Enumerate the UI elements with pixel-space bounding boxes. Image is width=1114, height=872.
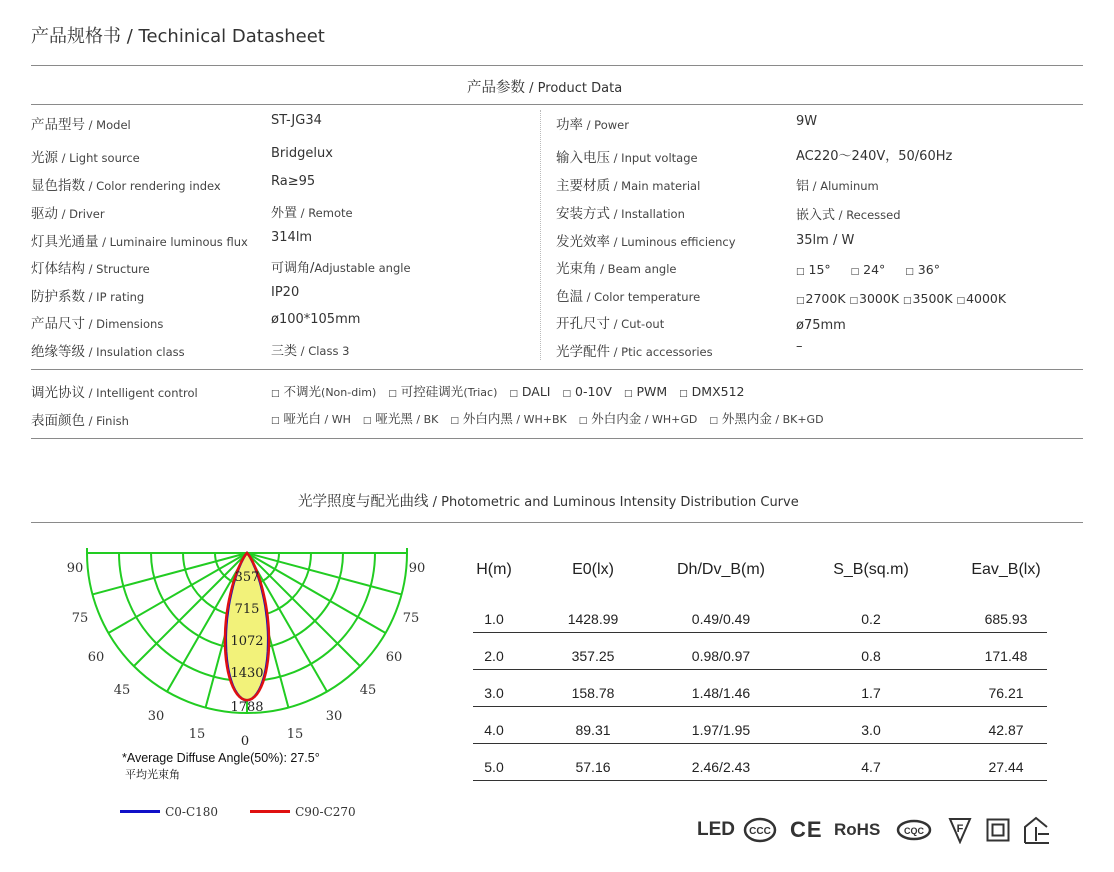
legend-swatch	[120, 810, 160, 813]
finish-options	[271, 409, 836, 427]
angle-label-right: 15	[286, 727, 304, 742]
right_specs-value: 9W	[796, 114, 818, 129]
option-item[interactable]: □ 可控硅调光(Triac)	[388, 384, 498, 399]
angle-label-left: 75	[71, 611, 89, 626]
left_specs-value: Ra≥95	[271, 174, 316, 189]
beam-angle-options	[796, 262, 940, 277]
beam-15: 15°	[808, 262, 831, 277]
table-header: Dh/Dv_B(m)	[676, 561, 766, 578]
svg-text:CQC: CQC	[904, 826, 924, 836]
intensity-label: 1430	[230, 666, 264, 681]
checkbox[interactable]: □	[388, 389, 397, 399]
diffuse-angle-note: *Average Diffuse Angle(50%): 27.5°	[122, 751, 320, 765]
color-temp-options	[796, 291, 1006, 306]
intensity-label: 357	[234, 570, 260, 585]
checkbox[interactable]: □	[905, 267, 914, 277]
right_specs-label: 安装方式 / Installation	[556, 206, 685, 222]
intensity-label: 715	[234, 602, 260, 617]
table-cell: 57.16	[575, 759, 611, 775]
right_specs-label: 发光效率 / Luminous efficiency	[556, 234, 736, 250]
table-cell: 5.0	[484, 759, 504, 775]
table-cell: 2.0	[484, 648, 504, 664]
table-cell: 27.44	[988, 759, 1024, 775]
checkbox[interactable]: □	[578, 416, 588, 426]
control-label: 调光协议 / Intelligent control	[31, 385, 198, 401]
checkbox[interactable]: □	[956, 296, 966, 306]
table-cell: 158.78	[571, 685, 615, 701]
left_specs-value: 外置 / Remote	[271, 206, 353, 221]
divider	[31, 65, 1083, 66]
checkbox[interactable]: □	[849, 296, 859, 306]
angle-label-left: 45	[113, 683, 131, 698]
table-cell: 1.97/1.95	[691, 722, 751, 738]
table-row-line	[473, 669, 1047, 670]
left_specs-value: 314lm	[271, 230, 313, 245]
divider	[31, 438, 1083, 439]
polar-intensity-chart	[60, 548, 436, 750]
angle-label-right: 45	[359, 683, 377, 698]
led-mark: LED	[697, 819, 735, 840]
table-header: E0(lx)	[572, 561, 614, 578]
control-options	[271, 382, 757, 400]
left_specs-label: 驱动 / Driver	[31, 206, 105, 222]
option-item[interactable]: □ DALI	[509, 384, 551, 399]
table-header: H(m)	[476, 561, 512, 578]
left_specs-label: 产品尺寸 / Dimensions	[31, 316, 164, 332]
right_specs-label: 功率 / Power	[556, 117, 629, 133]
checkbox[interactable]: □	[796, 267, 805, 277]
left_specs-label: 防护系数 / IP rating	[31, 289, 145, 305]
checkbox[interactable]: □	[450, 416, 459, 426]
table-cell: 0.49/0.49	[691, 611, 751, 627]
option-item[interactable]: □ 外黑内金 / BK+GD	[709, 411, 824, 426]
checkbox[interactable]: □	[271, 389, 280, 399]
table-cell: 42.87	[988, 722, 1024, 738]
house-mark-icon	[1022, 815, 1050, 845]
table-cell: 1.48/1.46	[691, 685, 751, 701]
left_specs-value: 三类 / Class 3	[271, 344, 350, 359]
left_specs-value: ø100*105mm	[271, 312, 361, 327]
table-cell: 1.0	[484, 611, 504, 627]
table-cell: 1.7	[861, 685, 881, 701]
cct-2700: 2700K	[805, 291, 846, 306]
divider	[31, 104, 1083, 105]
finish-label: 表面颜色 / Finish	[31, 413, 129, 429]
table-cell: 76.21	[988, 685, 1024, 701]
angle-label-right: 90	[408, 561, 426, 576]
ce-mark: CE	[790, 817, 823, 842]
legend-c0	[120, 801, 218, 820]
cct-3000: 3000K	[859, 291, 900, 306]
table-cell: 0.2	[861, 611, 881, 627]
svg-text:CCC: CCC	[749, 826, 771, 837]
table-cell: 0.8	[861, 648, 881, 664]
table-cell: 171.48	[984, 648, 1028, 664]
rohs-mark: RoHS	[834, 820, 881, 839]
beam-36: 36°	[917, 262, 940, 277]
table-header: S_B(sq.m)	[833, 561, 909, 578]
table-cell: 3.0	[484, 685, 504, 701]
option-item[interactable]: □ PWM	[623, 384, 668, 399]
beam-24: 24°	[863, 262, 886, 277]
photometric-title: 光学照度与配光曲线 / Photometric and Luminous Intensity Distribution Curve	[298, 494, 799, 510]
diffuse-angle-note-cn: 平均光束角	[125, 768, 180, 781]
option-item[interactable]: □ 外白内黑 / WH+BK	[450, 411, 567, 426]
class-ii-icon	[986, 818, 1010, 842]
left_specs-label: 灯体结构 / Structure	[31, 261, 150, 277]
table-cell: 685.93	[984, 611, 1028, 627]
checkbox[interactable]: □	[679, 389, 688, 399]
cqc-icon	[896, 819, 932, 841]
left_specs-value: 可调角/Adjustable angle	[271, 261, 411, 276]
table-cell: 89.31	[575, 722, 611, 738]
cct-4000: 4000K	[966, 291, 1007, 306]
left_specs-label: 产品型号 / Model	[31, 117, 131, 133]
checkbox[interactable]: □	[903, 296, 912, 306]
table-header: Eav_B(lx)	[971, 561, 1041, 578]
right_specs-label: 开孔尺寸 / Cut-out	[556, 316, 665, 332]
table-row-line	[473, 706, 1047, 707]
right_specs-value: 嵌入式 / Recessed	[796, 208, 901, 223]
ccc-icon	[743, 817, 777, 843]
right_specs-label: 输入电压 / Input voltage	[556, 150, 698, 166]
checkbox[interactable]: □	[850, 267, 860, 277]
checkbox[interactable]: □	[623, 389, 633, 399]
left_specs-label: 光源 / Light source	[31, 150, 140, 166]
angle-label-left: 30	[147, 709, 165, 724]
option-item[interactable]: □ 不调光(Non-dim)	[271, 384, 377, 399]
legend-label: C0-C180	[165, 805, 219, 819]
checkbox[interactable]: □	[709, 416, 718, 426]
divider	[31, 522, 1083, 523]
right_specs-value: 35lm / W	[796, 233, 855, 248]
right_specs-label: 光束角 / Beam angle	[556, 261, 677, 277]
checkbox[interactable]: □	[362, 416, 372, 426]
left_specs-value: IP20	[271, 285, 300, 300]
intensity-label: 1788	[230, 700, 264, 715]
angle-label-right: 60	[385, 650, 403, 665]
left_specs-label: 灯具光通量 / Luminaire luminous flux	[31, 234, 248, 250]
left_specs-value: Bridgelux	[271, 146, 333, 161]
table-row-line	[473, 743, 1047, 744]
table-cell: 0.98/0.97	[691, 648, 751, 664]
option-item[interactable]: □ 外白内金 / WH+GD	[578, 411, 698, 426]
svg-text:F: F	[956, 823, 964, 835]
legend-swatch	[250, 810, 290, 813]
option-item[interactable]: □ 0-10V	[562, 384, 612, 399]
option-item[interactable]: □ 哑光白 / WH	[271, 411, 351, 426]
checkbox[interactable]: □	[509, 389, 518, 399]
angle-label-left: 60	[87, 650, 105, 665]
column-divider	[540, 110, 542, 360]
right_specs-value: ø75mm	[796, 318, 846, 333]
option-item[interactable]: □ 哑光黑 / BK	[362, 411, 439, 426]
left_specs-label: 绝缘等级 / Insulation class	[31, 344, 185, 360]
angle-label-right: 75	[402, 611, 420, 626]
right_specs-label: 色温 / Color temperature	[556, 289, 701, 305]
angle-label-left: 90	[66, 561, 84, 576]
legend-label: C90-C270	[295, 805, 356, 819]
right_specs-label: 光学配件 / Ptic accessories	[556, 344, 713, 360]
divider	[31, 369, 1083, 370]
f-mark-icon	[948, 816, 972, 844]
angle-label-right: 30	[325, 709, 343, 724]
checkbox[interactable]: □	[796, 296, 805, 306]
table-cell: 3.0	[861, 722, 881, 738]
table-cell: 1428.99	[567, 611, 619, 627]
left_specs-value: ST-JG34	[271, 113, 322, 128]
product-data-title: 产品参数 / Product Data	[467, 80, 623, 96]
angle-label-0: 0	[240, 734, 250, 749]
right_specs-label: 主要材质 / Main material	[556, 178, 701, 194]
option-item[interactable]: □ DMX512	[679, 384, 745, 399]
table-row-line	[473, 780, 1047, 781]
intensity-label: 1072	[230, 634, 264, 649]
right_specs-value: –	[796, 339, 803, 354]
checkbox[interactable]: □	[562, 389, 572, 399]
table-cell: 4.0	[484, 722, 504, 738]
doc-title: 产品规格书 / Techinical Datasheet	[31, 26, 325, 47]
angle-label-left: 15	[188, 727, 206, 742]
cct-3500: 3500K	[912, 291, 953, 306]
table-cell: 4.7	[861, 759, 881, 775]
table-cell: 2.46/2.43	[691, 759, 751, 775]
table-cell: 357.25	[571, 648, 615, 664]
right_specs-value: 铝 / Aluminum	[796, 179, 879, 194]
table-row-line	[473, 632, 1047, 633]
checkbox[interactable]: □	[271, 416, 280, 426]
legend-c90	[250, 801, 356, 820]
left_specs-label: 显色指数 / Color rendering index	[31, 178, 221, 194]
right_specs-value: AC220～240V，50/60Hz	[796, 149, 953, 164]
